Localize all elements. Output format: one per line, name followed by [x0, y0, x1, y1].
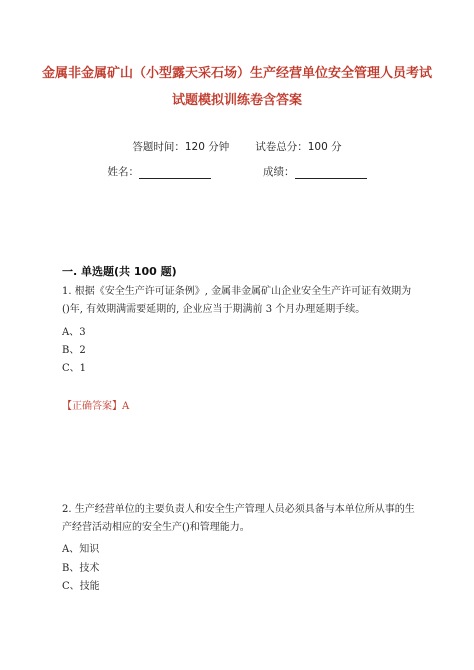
question-2-option-a: A、知识	[62, 544, 100, 555]
exam-time-label: 答题时间：120 分钟	[132, 141, 230, 153]
grade-blank[interactable]	[295, 167, 367, 179]
question-2-option-c: C、技能	[62, 581, 100, 592]
exam-title: 金属非金属矿山（小型露天采石场）生产经营单位安全管理人员考试试题模拟训练卷含答案	[41, 66, 432, 108]
question-1-text: 1. 根据《安全生产许可证条例》, 金属非金属矿山企业安全生产许可证有效期为()年, 有效期满需要延期的, 企业应当于期满前 3 个月办理延期手续。	[62, 286, 412, 315]
question-1-answer: 【正确答案】A	[62, 401, 130, 412]
question-2-text: 2. 生产经营单位的主要负责人和安全生产管理人员必须具备与本单位所从事的生产经营活动相应的安全生产()和管理能力。	[62, 504, 415, 533]
candidate-info-line	[0, 164, 474, 179]
exam-info-line	[0, 139, 474, 154]
name-blank[interactable]	[139, 167, 211, 179]
question-1-option-c: C、1	[62, 363, 87, 374]
exam-score-label: 试卷总分：100 分	[255, 141, 342, 153]
grade-label: 成绩：	[263, 166, 295, 178]
question-1-option-a: A、3	[62, 327, 86, 338]
question-2	[62, 501, 417, 537]
question-2-option-b: B、技术	[62, 563, 100, 574]
name-label: 姓名：	[107, 166, 139, 178]
section-heading: 一. 单选题(共 100 题)	[62, 265, 177, 278]
question-1	[62, 283, 417, 319]
question-1-option-b: B、2	[62, 345, 86, 356]
